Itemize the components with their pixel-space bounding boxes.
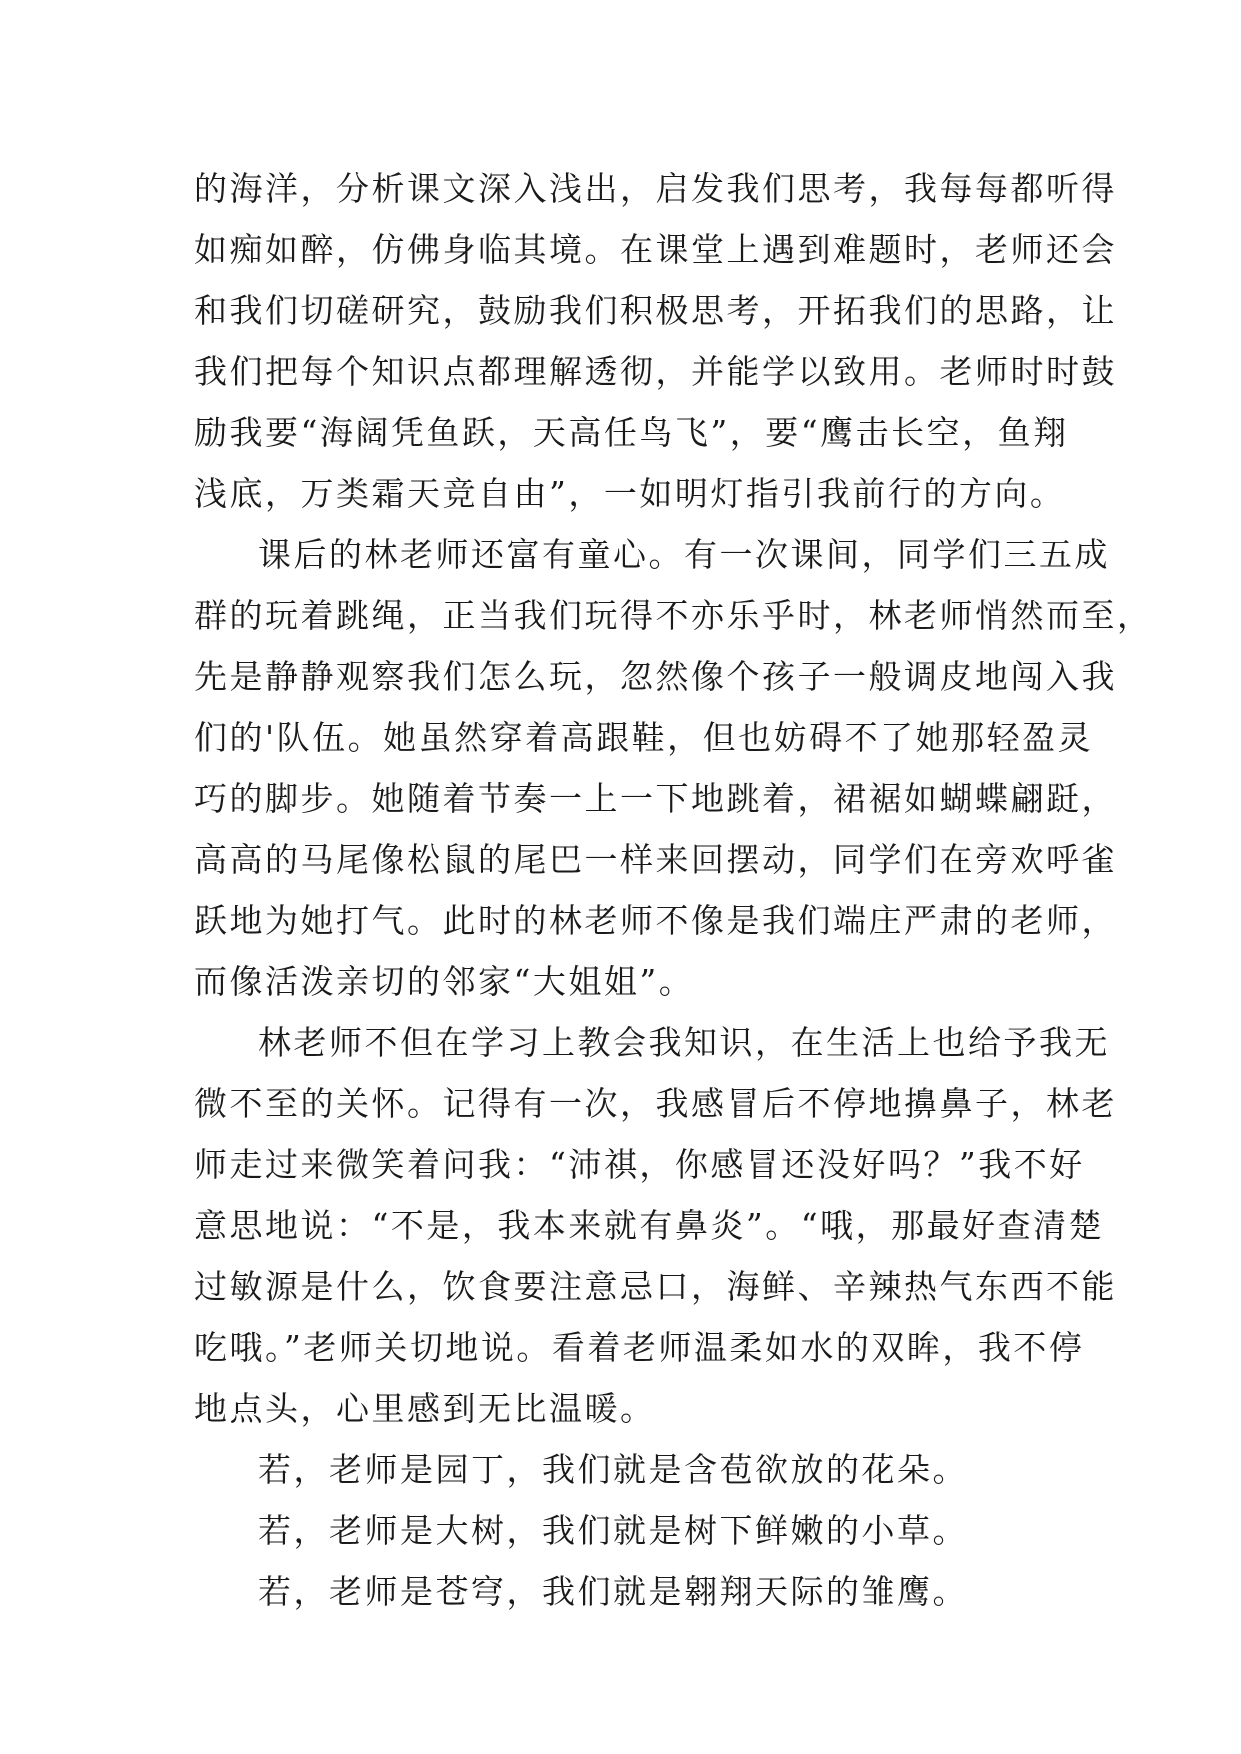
text-line: 们的'队伍。她虽然穿着高跟鞋，但也妨碍不了她那轻盈灵 [194,718,1094,757]
text-line: 过敏源是什么，饮食要注意忌口，海鲜、辛辣热气东西不能 [194,1267,1117,1306]
document-body [194,158,1153,1622]
text-line: 和我们切磋研究，鼓励我们积极思考，开拓我们的思路，让 [194,291,1117,330]
text-line: 励我要“海阔凭鱼跃，天高任鸟飞”，要“鹰击长空，鱼翔 [194,413,1069,452]
text-line: 巧的脚步。她随着节奏一上一下地跳着，裙裾如蝴蝶翩跹， [194,779,1117,818]
text-line: 师走过来微笑着问我：“沛祺，你感冒还没好吗？”我不好 [194,1145,1085,1184]
text-line: 群的玩着跳绳，正当我们玩得不亦乐乎时，林老师悄然而至， [194,596,1153,635]
paragraph-start-line: 若，老师是园丁，我们就是含苞欲放的花朵。 [258,1450,968,1489]
text-line: 吃哦。”老师关切地说。看着老师温柔如水的双眸，我不停 [194,1328,1085,1367]
text-line: 的海洋，分析课文深入浅出，启发我们思考，我每每都听得 [194,169,1117,208]
text-line: 微不至的关怀。记得有一次，我感冒后不停地擤鼻子，林老 [194,1084,1117,1123]
paragraph-start-line: 林老师不但在学习上教会我知识，在生活上也给予我无 [258,1023,1110,1062]
text-line: 浅底，万类霜天竞自由”，一如明灯指引我前行的方向。 [194,474,1066,513]
text-line: 地点头，心里感到无比温暖。 [194,1389,656,1428]
text-line: 高高的马尾像松鼠的尾巴一样来回摆动，同学们在旁欢呼雀 [194,840,1117,879]
text-line: 我们把每个知识点都理解透彻，并能学以致用。老师时时鼓 [194,352,1117,391]
text-line: 而像活泼亲切的邻家“大姐姐”。 [194,962,695,1001]
text-line: 如痴如醉，仿佛身临其境。在课堂上遇到难题时，老师还会 [194,230,1117,269]
paragraph-start-line: 课后的林老师还富有童心。有一次课间，同学们三五成 [258,535,1110,574]
text-line: 意思地说：“不是，我本来就有鼻炎”。“哦，那最好查清楚 [194,1206,1105,1245]
paragraph-start-line: 若，老师是大树，我们就是树下鲜嫩的小草。 [258,1511,968,1550]
text-line: 跃地为她打气。此时的林老师不像是我们端庄严肃的老师， [194,901,1117,940]
paragraph-start-line: 若，老师是苍穹，我们就是翱翔天际的雏鹰。 [258,1572,968,1611]
text-line: 先是静静观察我们怎么玩，忽然像个孩子一般调皮地闯入我 [194,657,1117,696]
